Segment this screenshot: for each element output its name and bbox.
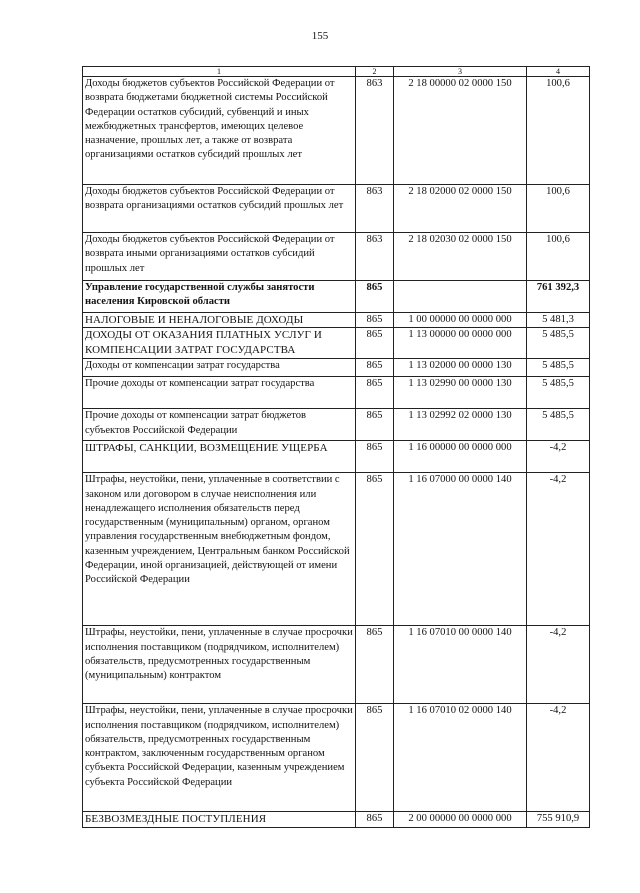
row-admin-code: 865 xyxy=(356,812,394,827)
row-name: ДОХОДЫ ОТ ОКАЗАНИЯ ПЛАТНЫХ УСЛУГ И КОМПЕНСАЦИИ ЗАТРАТ ГОСУДАРСТВА xyxy=(83,328,356,359)
row-budget-code: 1 13 02992 02 0000 130 xyxy=(394,409,527,441)
row-amount: 100,6 xyxy=(527,77,590,185)
table-row xyxy=(83,441,590,473)
row-admin-code: 865 xyxy=(356,313,394,328)
table-row xyxy=(83,359,590,377)
row-amount: 5 485,5 xyxy=(527,359,590,377)
row-amount: 100,6 xyxy=(527,185,590,233)
row-budget-code: 1 16 07000 00 0000 140 xyxy=(394,473,527,626)
table-row xyxy=(83,185,590,233)
table-row xyxy=(83,233,590,281)
revenue-table xyxy=(82,66,590,828)
table-row xyxy=(83,409,590,441)
row-name: Штрафы, неустойки, пени, уплаченные в случае просрочки исполнения поставщиком (подрядчиком, исполнителем) обязательств, предусмотренных государственным (муниципальным) контрактом xyxy=(83,626,356,704)
row-amount: -4,2 xyxy=(527,473,590,626)
row-name: ШТРАФЫ, САНКЦИИ, ВОЗМЕЩЕНИЕ УЩЕРБА xyxy=(83,441,356,473)
row-amount: 5 485,5 xyxy=(527,409,590,441)
row-name: Доходы от компенсации затрат государства xyxy=(83,359,356,377)
row-budget-code: 1 16 00000 00 0000 000 xyxy=(394,441,527,473)
row-admin-code: 863 xyxy=(356,185,394,233)
column-header-amount: 4 xyxy=(527,67,590,77)
row-admin-code: 865 xyxy=(356,409,394,441)
row-budget-code: 1 16 07010 00 0000 140 xyxy=(394,626,527,704)
row-admin-code: 865 xyxy=(356,704,394,812)
table-row-section xyxy=(83,281,590,313)
row-budget-code xyxy=(394,281,527,313)
table-row xyxy=(83,328,590,359)
row-budget-code: 1 00 00000 00 0000 000 xyxy=(394,313,527,328)
row-name: Доходы бюджетов субъектов Российской Федерации от возврата организациями остатков субсидий прошлых лет xyxy=(83,185,356,233)
row-amount: 761 392,3 xyxy=(527,281,590,313)
row-admin-code: 865 xyxy=(356,377,394,409)
row-name: Прочие доходы от компенсации затрат бюджетов субъектов Российской Федерации xyxy=(83,409,356,441)
row-admin-code: 865 xyxy=(356,626,394,704)
row-amount: 5 485,5 xyxy=(527,377,590,409)
row-name: НАЛОГОВЫЕ И НЕНАЛОГОВЫЕ ДОХОДЫ xyxy=(83,313,356,328)
table-row xyxy=(83,626,590,704)
row-name: Штрафы, неустойки, пени, уплаченные в соответствии с законом или договором в случае неисполнения или ненадлежащего исполнения обязательств перед государственным (муниципальным) органом, органом управления государственным внебюджетным фондом, казенным учреждением, Центральным банком Российской Федерации, иной организацией, действующей от имени Российской Федерации xyxy=(83,473,356,626)
table-row xyxy=(83,704,590,812)
row-budget-code: 1 13 02990 00 0000 130 xyxy=(394,377,527,409)
column-header-admin: 2 xyxy=(356,67,394,77)
table-row xyxy=(83,377,590,409)
row-budget-code: 2 18 02000 02 0000 150 xyxy=(394,185,527,233)
column-header-code: 3 xyxy=(394,67,527,77)
row-name: Штрафы, неустойки, пени, уплаченные в случае просрочки исполнения поставщиком (подрядчиком, исполнителем) обязательств, предусмотренных государственным контрактом, заключенным государственным органом субъекта Российской Федерации, казенным учреждением субъекта Российской Федерации xyxy=(83,704,356,812)
row-amount: -4,2 xyxy=(527,704,590,812)
table-row xyxy=(83,77,590,185)
row-name: Доходы бюджетов субъектов Российской Федерации от возврата иными организациями остатков субсидий прошлых лет xyxy=(83,233,356,281)
row-budget-code: 2 00 00000 00 0000 000 xyxy=(394,812,527,827)
row-name: Управление государственной службы занятости населения Кировской области xyxy=(83,281,356,313)
row-amount: 5 485,5 xyxy=(527,328,590,359)
row-name: БЕЗВОЗМЕЗДНЫЕ ПОСТУПЛЕНИЯ xyxy=(83,812,356,827)
row-name: Прочие доходы от компенсации затрат государства xyxy=(83,377,356,409)
table-row xyxy=(83,812,590,827)
column-header-name: 1 xyxy=(83,67,356,77)
row-admin-code: 865 xyxy=(356,281,394,313)
row-admin-code: 865 xyxy=(356,328,394,359)
row-admin-code: 865 xyxy=(356,473,394,626)
row-admin-code: 863 xyxy=(356,77,394,185)
row-admin-code: 865 xyxy=(356,441,394,473)
row-amount: 5 481,3 xyxy=(527,313,590,328)
table-row xyxy=(83,473,590,626)
page-number: 155 xyxy=(311,30,329,42)
row-admin-code: 865 xyxy=(356,359,394,377)
row-budget-code: 1 13 02000 00 0000 130 xyxy=(394,359,527,377)
row-budget-code: 2 18 02030 02 0000 150 xyxy=(394,233,527,281)
row-amount: -4,2 xyxy=(527,626,590,704)
table-row xyxy=(83,313,590,328)
row-amount: 755 910,9 xyxy=(527,812,590,827)
row-name: Доходы бюджетов субъектов Российской Федерации от возврата бюджетами бюджетной системы Российской Федерации остатков субсидий, субвенций и иных межбюджетных трансфертов, имеющих целевое назначение, прошлых лет, а также от возврата организациями остатков субсидий прошлых лет xyxy=(83,77,356,185)
row-budget-code: 1 13 00000 00 0000 000 xyxy=(394,328,527,359)
row-amount: -4,2 xyxy=(527,441,590,473)
table-header-row xyxy=(83,67,590,77)
row-amount: 100,6 xyxy=(527,233,590,281)
row-admin-code: 863 xyxy=(356,233,394,281)
row-budget-code: 2 18 00000 02 0000 150 xyxy=(394,77,527,185)
row-budget-code: 1 16 07010 02 0000 140 xyxy=(394,704,527,812)
